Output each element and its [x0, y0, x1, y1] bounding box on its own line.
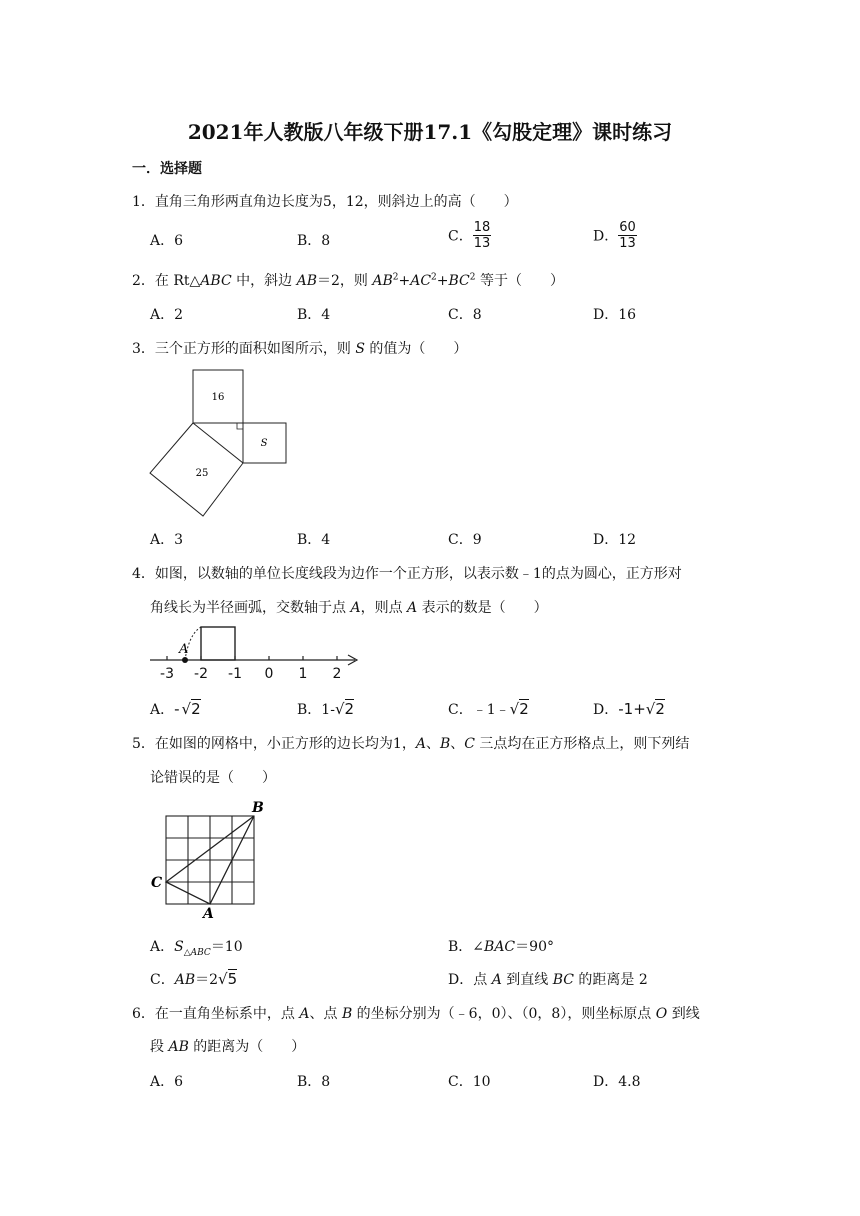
- q3-option-b: B．4: [297, 532, 331, 548]
- q2-option-b: B．4: [297, 307, 331, 323]
- q1-c-fraction: $\frac{18}{13}$: [473, 220, 491, 251]
- tick-label: -3: [160, 666, 174, 682]
- q4-number-line-figure: [145, 622, 365, 684]
- fig-label-s: S: [260, 438, 268, 449]
- q5-option-a: A．$S_{\triangle ABC}=10$: [150, 939, 243, 958]
- question-2-stem: 2．在 Rt△ABC 中，斜边 AB＝2，则 $AB^2+AC^2+BC^2$ 等于（ ）: [132, 272, 564, 289]
- point-a: [182, 657, 188, 663]
- q2-option-a: A．2: [150, 307, 184, 323]
- question-3-stem: 3．三个正方形的面积如图所示，则 S 的值为（ ）: [132, 341, 468, 357]
- q1-option-d: D． $\frac{60}{13}$: [593, 220, 636, 251]
- tick-label: 0: [264, 666, 274, 682]
- q1-option-b: B．8: [297, 233, 331, 249]
- q6-option-a: A．6: [150, 1074, 184, 1090]
- q1-option-c: C． $\frac{18}{13}$: [448, 220, 491, 251]
- q4-option-d: D．-1+√2: [593, 700, 665, 718]
- question-1-stem: 1．直角三角形两直角边长度为5，12，则斜边上的高（ ）: [132, 194, 518, 210]
- question-5-line-1: 5．在如图的网格中，小正方形的边长均为1，A、B、C 三点均在正方形格点上，则下列结: [132, 736, 690, 752]
- q5-option-d: D．点 A 到直线 BC 的距离是 2: [448, 972, 648, 988]
- q5-option-b: B．∠BAC＝90°: [448, 939, 554, 955]
- q6-option-d: D．4.8: [593, 1074, 641, 1090]
- fig-label-a: A: [179, 642, 189, 657]
- q6-option-c: C．10: [448, 1074, 491, 1090]
- q4-option-b: B．1-√2: [297, 700, 355, 718]
- fig-label-25: 25: [195, 468, 209, 479]
- q5-grid-figure: [148, 798, 268, 920]
- fig-label-16: 16: [211, 392, 225, 403]
- q3-option-c: C．9: [448, 532, 482, 548]
- tick-label: -2: [194, 666, 208, 682]
- q3-option-d: D．12: [593, 532, 637, 548]
- q6-option-b: B．8: [297, 1074, 331, 1090]
- tick-label: 2: [332, 666, 342, 682]
- fig-label-c: C: [151, 875, 163, 891]
- q1-option-a: A．6: [150, 233, 184, 249]
- q4-option-a: A．- √2: [150, 700, 201, 718]
- q3-option-a: A．3: [150, 532, 184, 548]
- unit-square: [201, 627, 235, 660]
- fig-label-b: B: [252, 800, 264, 816]
- q1-d-fraction: $\frac{60}{13}$: [619, 220, 636, 251]
- tick-label: 1: [298, 666, 308, 682]
- question-4-line-2: 角线长为半径画弧，交数轴于点 A，则点 A 表示的数是（ ）: [150, 600, 548, 616]
- tick-label: -1: [228, 666, 242, 682]
- question-4-line-1: 4．如图，以数轴的单位长度线段为边作一个正方形，以表示数﹣1的点为圆心，正方形对: [132, 566, 682, 582]
- right-angle-mark: [237, 423, 243, 429]
- fig-label-a: A: [203, 906, 214, 922]
- question-5-line-2: 论错误的是（ ）: [150, 770, 276, 786]
- q2-option-c: C．8: [448, 307, 482, 323]
- section-heading: 一．选择题: [132, 161, 202, 177]
- q3-squares-figure: [140, 360, 300, 525]
- q5-option-c: C．AB＝2√5: [150, 970, 238, 988]
- page-title: 2021年人教版八年级下册17.1《勾股定理》课时练习: [187, 120, 673, 144]
- q2-option-d: D．16: [593, 307, 637, 323]
- q4-option-c: C．﹣1﹣√2: [448, 700, 529, 718]
- question-6-line-1: 6．在一直角坐标系中，点 A、点 B 的坐标分别为（﹣6，0）、（0，8），则坐标原点 O 到线: [132, 1006, 700, 1022]
- question-6-line-2: 段 AB 的距离为（ ）: [150, 1039, 306, 1055]
